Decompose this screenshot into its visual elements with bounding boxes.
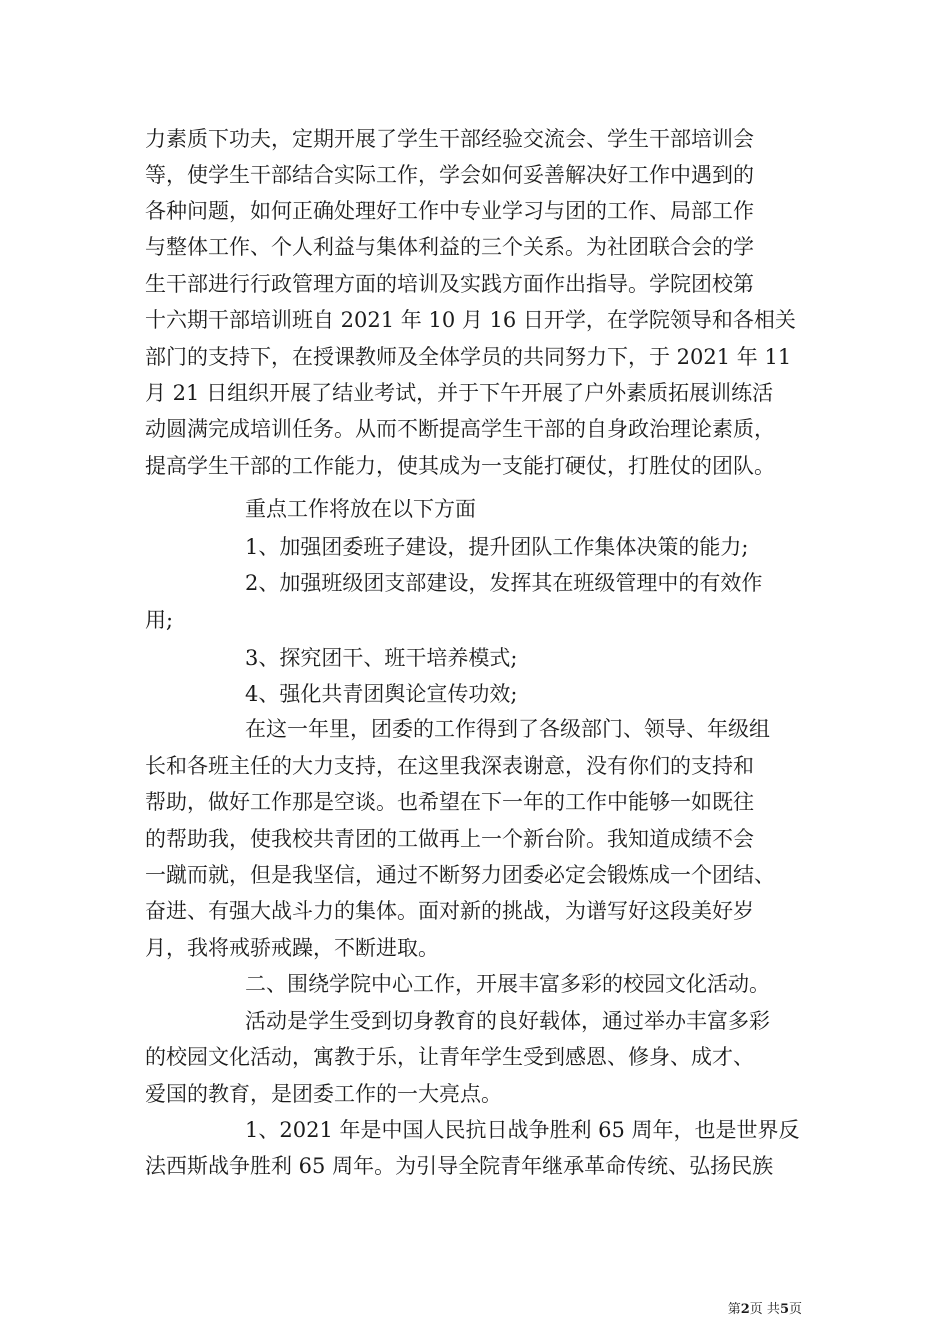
footer-middle: 页 共 (749, 1302, 780, 1317)
list-item: 1、加强团委班子建设，提升团队工作集体决策的能力; (245, 535, 749, 559)
text-line: 月，我将戒骄戒躁，不断进取。 (145, 936, 439, 960)
list-item: 2、加强班级团支部建设，发挥其在班级管理中的有效作 (245, 571, 763, 595)
text-line: 活动是学生受到切身教育的良好载体，通过举办丰富多彩 (245, 1009, 770, 1033)
text-line: 重点工作将放在以下方面 (245, 497, 476, 521)
text-line: 奋进、有强大战斗力的集体。面对新的挑战，为谱写好这段美好岁 (145, 899, 754, 923)
text-line: 动圆满完成培训任务。从而不断提高学生干部的自身政治理论素质， (145, 417, 775, 441)
text-line: 法西斯战争胜利 65 周年。为引导全院青年继承革命传统、弘扬民族 (145, 1154, 774, 1178)
text-line: 的帮助我，使我校共青团的工做再上一个新台阶。我知道成绩不会 (145, 827, 754, 851)
total-pages-number: 5 (779, 1302, 789, 1317)
text-line: 与整体工作、个人利益与集体利益的三个关系。为社团联合会的学 (145, 235, 754, 259)
text-line: 在这一年里，团委的工作得到了各级部门、领导、年级组 (245, 717, 770, 741)
section-heading: 二、围绕学院中心工作，开展丰富多彩的校园文化活动。 (245, 972, 770, 996)
text-line: 月 21 日组织开展了结业考试，并于下午开展了户外素质拓展训练活 (145, 381, 774, 405)
footer-suffix: 页 (788, 1302, 802, 1317)
text-line: 等，使学生干部结合实际工作，学会如何妥善解决好工作中遇到的 (145, 163, 754, 187)
text-line: 十六期干部培训班自 2021 年 10 月 16 日开学，在学院领导和各相关 (145, 308, 796, 332)
footer-prefix: 第 (727, 1302, 741, 1317)
text-line: 1、2021 年是中国人民抗日战争胜利 65 周年，也是世界反 (245, 1118, 800, 1142)
text-line: 各种问题，如何正确处理好工作中专业学习与团的工作、局部工作 (145, 199, 754, 223)
text-line: 的校园文化活动，寓教于乐，让青年学生受到感恩、修身、成才、 (145, 1045, 754, 1069)
text-line: 提高学生干部的工作能力，使其成为一支能打硬仗，打胜仗的团队。 (145, 454, 775, 478)
text-line: 生干部进行行政管理方面的培训及实践方面作出指导。学院团校第 (145, 272, 754, 296)
current-page-number: 2 (740, 1302, 750, 1317)
list-item: 3、探究团干、班干培养模式; (245, 646, 518, 670)
text-line: 爱国的教育，是团委工作的一大亮点。 (145, 1082, 502, 1106)
text-line: 帮助，做好工作那是空谈。也希望在下一年的工作中能够一如既往 (145, 790, 754, 814)
text-line: 部门的支持下，在授课教师及全体学员的共同努力下，于 2021 年 11 (145, 345, 792, 369)
text-line: 长和各班主任的大力支持，在这里我深表谢意，没有你们的支持和 (145, 754, 754, 778)
page-number-footer (728, 1301, 802, 1319)
text-line: 力素质下功夫，定期开展了学生干部经验交流会、学生干部培训会 (145, 127, 754, 151)
text-line: 一蹴而就，但是我坚信，通过不断努力团委必定会锻炼成一个团结、 (145, 863, 775, 887)
list-item: 4、强化共青团舆论宣传功效; (245, 682, 518, 706)
text-line: 用; (145, 608, 174, 632)
